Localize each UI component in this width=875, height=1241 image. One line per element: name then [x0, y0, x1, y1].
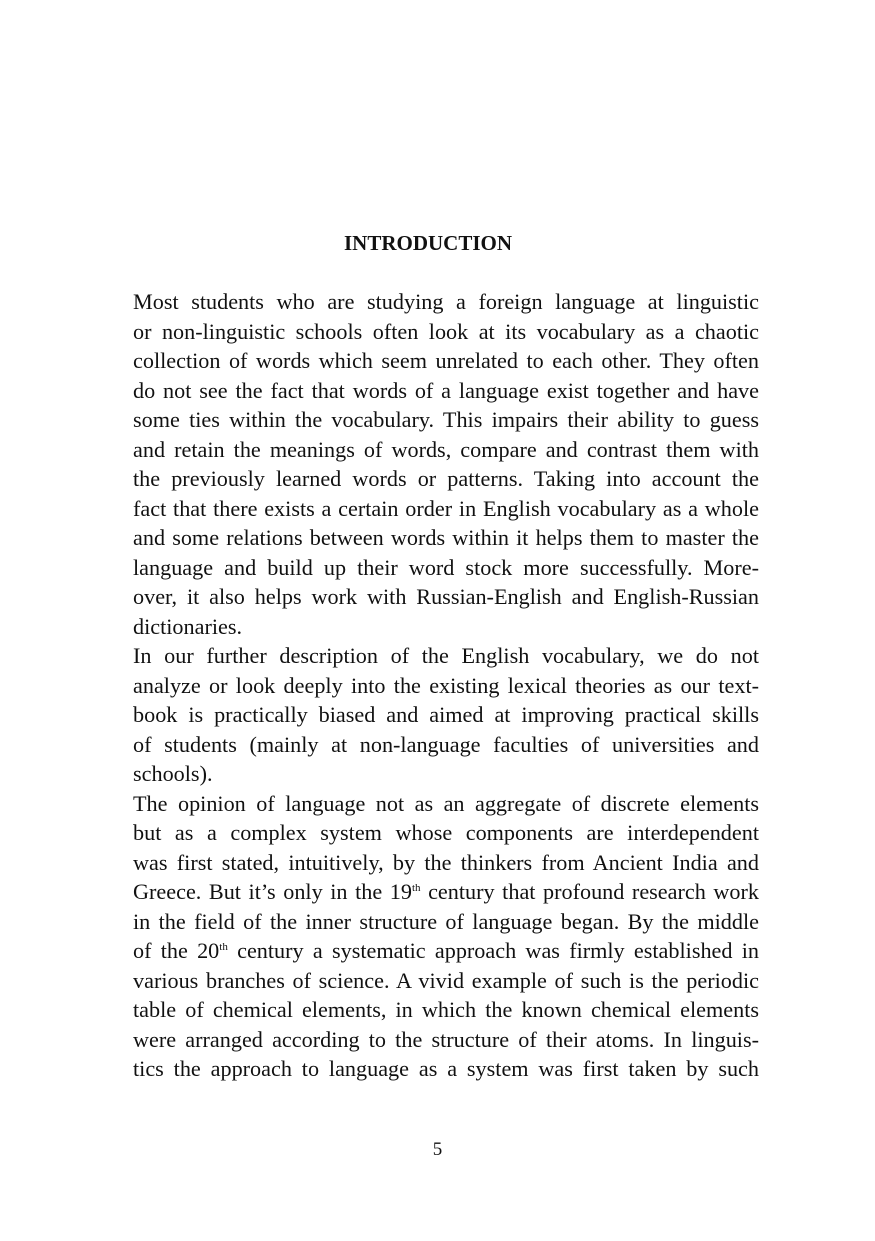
text-line: analyze or look deeply into the existing lexical theories as our text-: [133, 672, 759, 698]
text-line: was first stated, intuitively, by the thinkers from Ancient India and: [133, 849, 759, 875]
paragraph-3: [97, 789, 759, 1084]
text-line: book is practically biased and aimed at improving practical skills: [133, 702, 759, 727]
text-segment: century a systematic approach was firmly established in: [227, 938, 759, 963]
text-line: and retain the meanings of words, compare and contrast them with: [133, 436, 759, 462]
text-segment: Greece. But it’s only in the 19: [133, 879, 412, 904]
text-line: some ties within the vocabulary. This impairs their ability to guess: [133, 407, 759, 432]
text-line: dictionaries.: [133, 613, 243, 639]
text-line: in the field of the inner structure of language began. By the middle: [133, 908, 759, 934]
text-line: various branches of science. A vivid example of such is the periodic: [133, 967, 759, 993]
superscript: th: [219, 941, 228, 953]
text-segment: century that profound research work: [420, 879, 759, 904]
text-line: over, it also helps work with Russian-English and English-Russian: [133, 584, 759, 609]
text-line: tics the approach to language as a system was first taken by such: [133, 1056, 759, 1081]
text-line: collection of words which seem unrelated to each other. They often: [133, 348, 759, 373]
section-heading: INTRODUCTION: [343, 231, 513, 255]
text-line: schools).: [133, 761, 213, 786]
text-line: [97, 936, 759, 966]
text-line: were arranged according to the structure of their atoms. In linguis-: [133, 1026, 759, 1052]
text-line: of students (mainly at non-language faculties of universities and: [133, 731, 759, 757]
text-line: [97, 877, 759, 907]
text-line: The opinion of language not as an aggregate of discrete elements: [133, 790, 759, 816]
body-text: [97, 287, 759, 1084]
text-line: language and build up their word stock more successfully. More-: [133, 554, 759, 580]
text-segment: of the 20: [133, 938, 220, 963]
text-line: the previously learned words or patterns. Taking into account the: [133, 466, 759, 491]
paragraph-2: [97, 641, 759, 789]
text-line: In our further description of the English vocabulary, we do not: [133, 643, 759, 668]
text-line: fact that there exists a certain order in English vocabulary as a whole: [133, 495, 759, 521]
text-line: Most students who are studying a foreign language at linguistic: [133, 289, 759, 314]
text-line: do not see the fact that words of a language exist together and have: [133, 377, 759, 403]
text-line: and some relations between words within it helps them to master the: [133, 525, 759, 550]
text-line: or non-linguistic schools often look at its vocabulary as a chaotic: [133, 318, 759, 344]
text-line: but as a complex system whose components are interdependent: [133, 820, 759, 845]
superscript: th: [411, 882, 421, 894]
text-line: table of chemical elements, in which the known chemical elements: [133, 997, 759, 1022]
paragraph-1: [97, 287, 759, 641]
page-number: 5: [432, 1139, 443, 1160]
